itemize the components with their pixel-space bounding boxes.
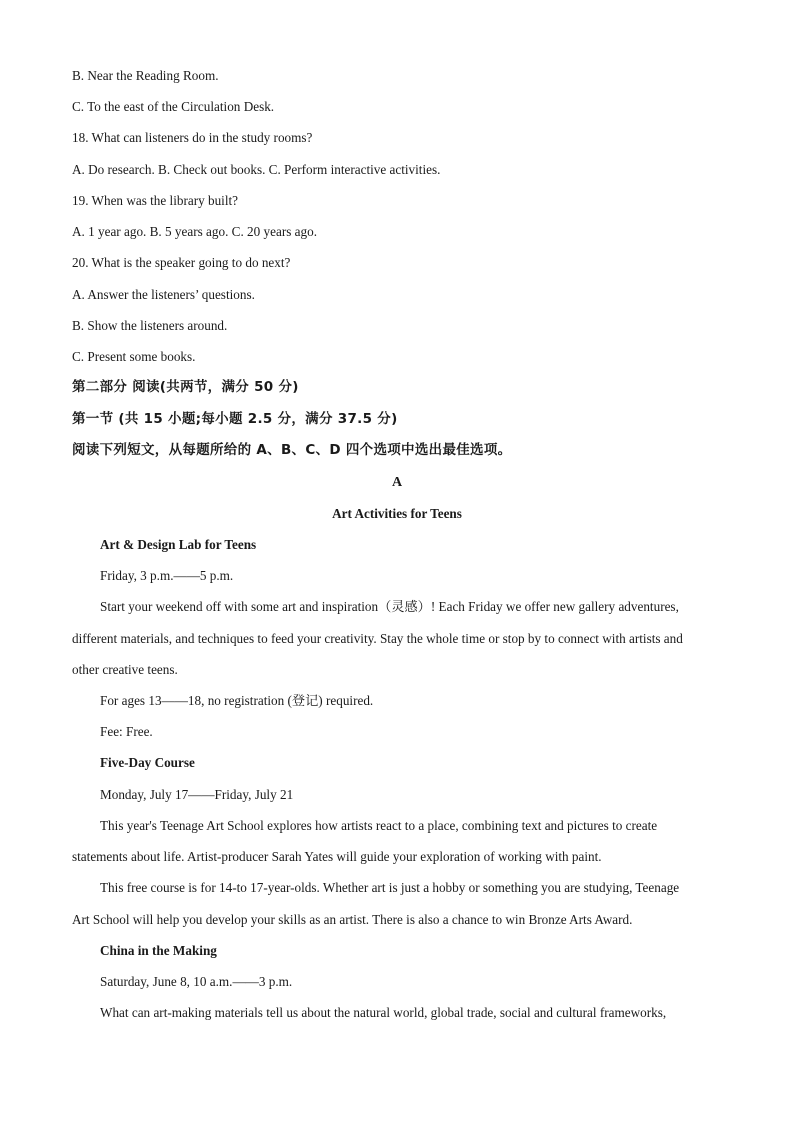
course-time: Monday, July 17——Friday, July 21: [100, 787, 294, 802]
passage-letter: A: [391, 475, 403, 490]
q20-question: 20. What is the speaker going to do next?: [72, 255, 291, 270]
course-paragraph-line: This year's Teenage Art School explores how artists react to a place, combining text and pictures to create: [100, 818, 658, 833]
course-paragraph-line: This free course is for 14-to 17-year-olds. Whether art is just a hobby or something you are studying, Teenage: [100, 880, 680, 895]
passage-title: Art Activities for Teens: [332, 506, 462, 521]
q20-option-b: B. Show the listeners around.: [72, 318, 228, 333]
china-heading: China in the Making: [100, 943, 217, 958]
q17-option-c: C. To the east of the Circulation Desk.: [72, 99, 275, 114]
q17-option-b: B. Near the Reading Room.: [72, 68, 219, 83]
part-title: 第二部分 阅读(共两节，满分 50 分): [72, 379, 299, 395]
course-paragraph-line: Art School will help you develop your skills as an artist. There is also a chance to win Bronze Arts Award.: [72, 912, 633, 927]
instruction: 阅读下列短文，从每题所给的 A、B、C、D 四个选项中选出最佳选项。: [72, 442, 512, 458]
lab-time: Friday, 3 p.m.——5 p.m.: [100, 568, 234, 583]
lab-heading: Art & Design Lab for Teens: [100, 537, 257, 552]
q20-option-a: A. Answer the listeners’ questions.: [72, 287, 255, 302]
lab-paragraph-line: other creative teens.: [72, 662, 178, 677]
lab-ages: For ages 13——18, no registration (登记) required.: [100, 693, 374, 708]
q18-options: A. Do research. B. Check out books. C. Perform interactive activities.: [72, 162, 441, 177]
lab-fee: Fee: Free.: [100, 724, 153, 739]
lab-paragraph-line: Start your weekend off with some art and inspiration（灵感）! Each Friday we offer new gallery adventures,: [100, 599, 679, 614]
q19-options: A. 1 year ago. B. 5 years ago. C. 20 years ago.: [72, 224, 317, 239]
q18-question: 18. What can listeners do in the study rooms?: [72, 130, 313, 145]
section-title: 第一节 (共 15 小题;每小题 2.5 分，满分 37.5 分): [72, 411, 398, 427]
china-paragraph-line: What can art-making materials tell us about the natural world, global trade, social and cultural frameworks,: [100, 1005, 667, 1020]
course-heading: Five-Day Course: [100, 755, 195, 770]
course-paragraph-line: statements about life. Artist-producer Sarah Yates will guide your exploration of working with paint.: [72, 849, 602, 864]
q20-option-c: C. Present some books.: [72, 349, 196, 364]
lab-paragraph-line: different materials, and techniques to feed your creativity. Stay the whole time or stop by to connect with artists and: [72, 631, 683, 646]
china-time: Saturday, June 8, 10 a.m.——3 p.m.: [100, 974, 293, 989]
q19-question: 19. When was the library built?: [72, 193, 239, 208]
